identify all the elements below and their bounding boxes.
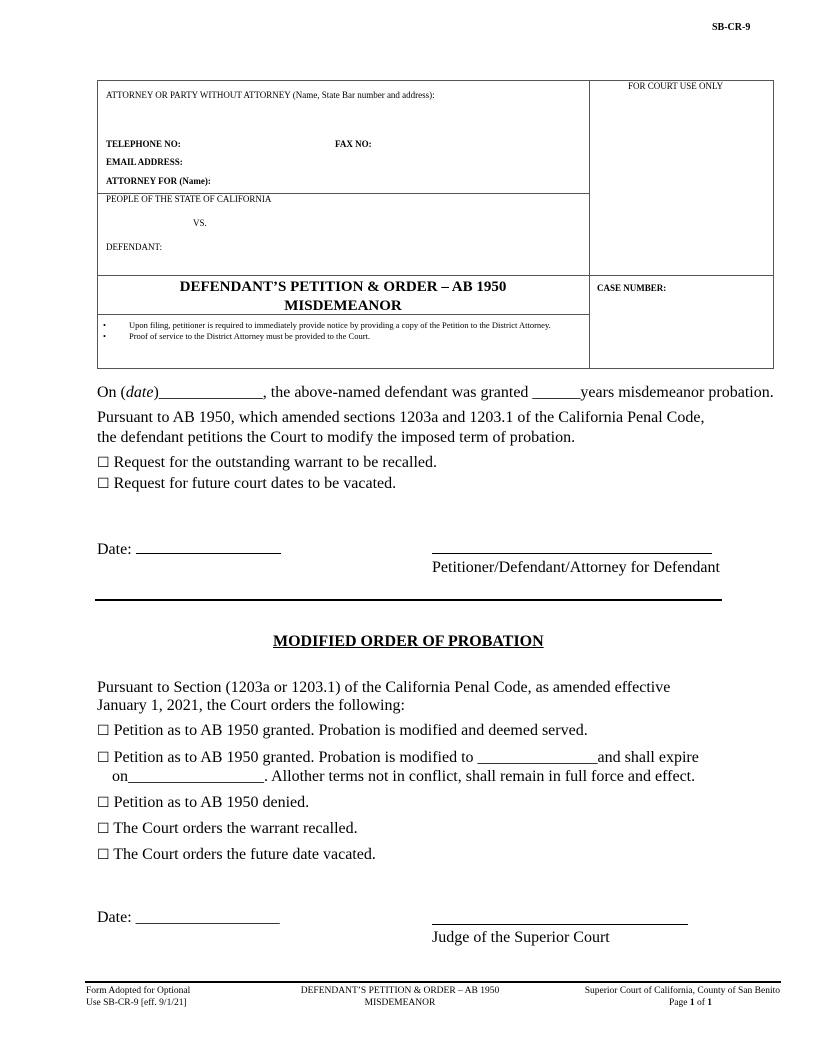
footer-left: Form Adopted for Optional Use SB-CR-9 [eff. 9/1/21] — [86, 986, 191, 1008]
email-label: EMAIL ADDRESS: — [106, 157, 183, 167]
form-id: SB-CR-9 — [712, 22, 751, 33]
petitioner-signature-line[interactable] — [432, 553, 712, 554]
form-subtitle: MISDEMEANOR — [284, 298, 402, 314]
page-number: Page 1 of 1 — [668, 998, 712, 1008]
fax-label: FAX NO: — [335, 139, 372, 149]
checkbox-date-vacated[interactable]: ☐ The Court orders the future date vacated. — [97, 846, 376, 863]
petition-date-field[interactable]: Date: — [97, 539, 281, 559]
divider — [589, 80, 590, 368]
divider — [97, 275, 773, 276]
order-date-field[interactable]: Date: __________________ — [97, 909, 280, 926]
checkbox-denied[interactable]: ☐ Petition as to AB 1950 denied. — [97, 794, 310, 811]
checkbox-granted-modified[interactable]: ☐ Petition as to AB 1950 granted. Probation is modified to _______________and shall expire — [97, 749, 699, 766]
case-number-label: CASE NUMBER: — [597, 283, 667, 293]
footer-right: Superior Court of California, County of San Benito Page 1 of 1 — [540, 985, 780, 1009]
attorney-for-label: ATTORNEY FOR (Name): — [106, 176, 211, 186]
court-use-label: FOR COURT USE ONLY — [628, 81, 724, 91]
petition-line-1: On (date)_____________, the above-named defendant was granted ______years misdemeanor probation. — [97, 384, 774, 401]
judge-caption: Judge of the Superior Court — [432, 929, 610, 946]
bullet-item: • Upon filing, petitioner is required to immediately provide notice by providing a copy of the Petition to the District Attorney. — [103, 320, 551, 330]
defendant-label: DEFENDANT: — [106, 242, 163, 252]
order-heading: MODIFIED ORDER OF PROBATION — [273, 633, 544, 650]
attorney-label: ATTORNEY OR PARTY WITHOUT ATTORNEY (Name, State Bar number and address): — [106, 90, 435, 100]
petitioner-signature-caption: Petitioner/Defendant/Attorney for Defendant — [432, 559, 720, 576]
modified-expire-line: on_________________. Allother terms not in conflict, shall remain in full force and effect. — [112, 768, 696, 785]
checkbox-warrant-recall[interactable]: ☐ Request for the outstanding warrant to be recalled. — [97, 454, 438, 471]
petition-line-2: Pursuant to AB 1950, which amended sections 1203a and 1203.1 of the California Penal Code, — [97, 409, 705, 426]
order-intro-2: January 1, 2021, the Court orders the following: — [97, 697, 405, 714]
form-title: DEFENDANT’S PETITION & ORDER – AB 1950 — [179, 279, 507, 295]
footer-rule — [85, 981, 781, 983]
order-intro-1: Pursuant to Section (1203a or 1203.1) of the California Penal Code, as amended effective — [97, 679, 671, 696]
checkbox-granted-served[interactable]: ☐ Petition as to AB 1950 granted. Probation is modified and deemed served. — [97, 722, 588, 739]
vs-label: VS. — [193, 218, 207, 228]
checkbox-warrant-recalled[interactable]: ☐ The Court orders the warrant recalled. — [97, 820, 358, 837]
section-divider — [95, 599, 722, 601]
people-label: PEOPLE OF THE STATE OF CALIFORNIA — [106, 194, 272, 204]
bullet-item: • Proof of service to the District Attorney must be provided to the Court. — [103, 331, 371, 341]
checkbox-vacate-dates[interactable]: ☐ Request for future court dates to be vacated. — [97, 475, 397, 492]
judge-signature-line[interactable] — [432, 924, 688, 925]
petition-line-3: the defendant petitions the Court to modify the imposed term of probation. — [97, 429, 576, 446]
telephone-label: TELEPHONE NO: — [106, 139, 181, 149]
footer-center: DEFENDANT’S PETITION & ORDER – AB 1950 MISDEMEANOR — [300, 986, 500, 1008]
